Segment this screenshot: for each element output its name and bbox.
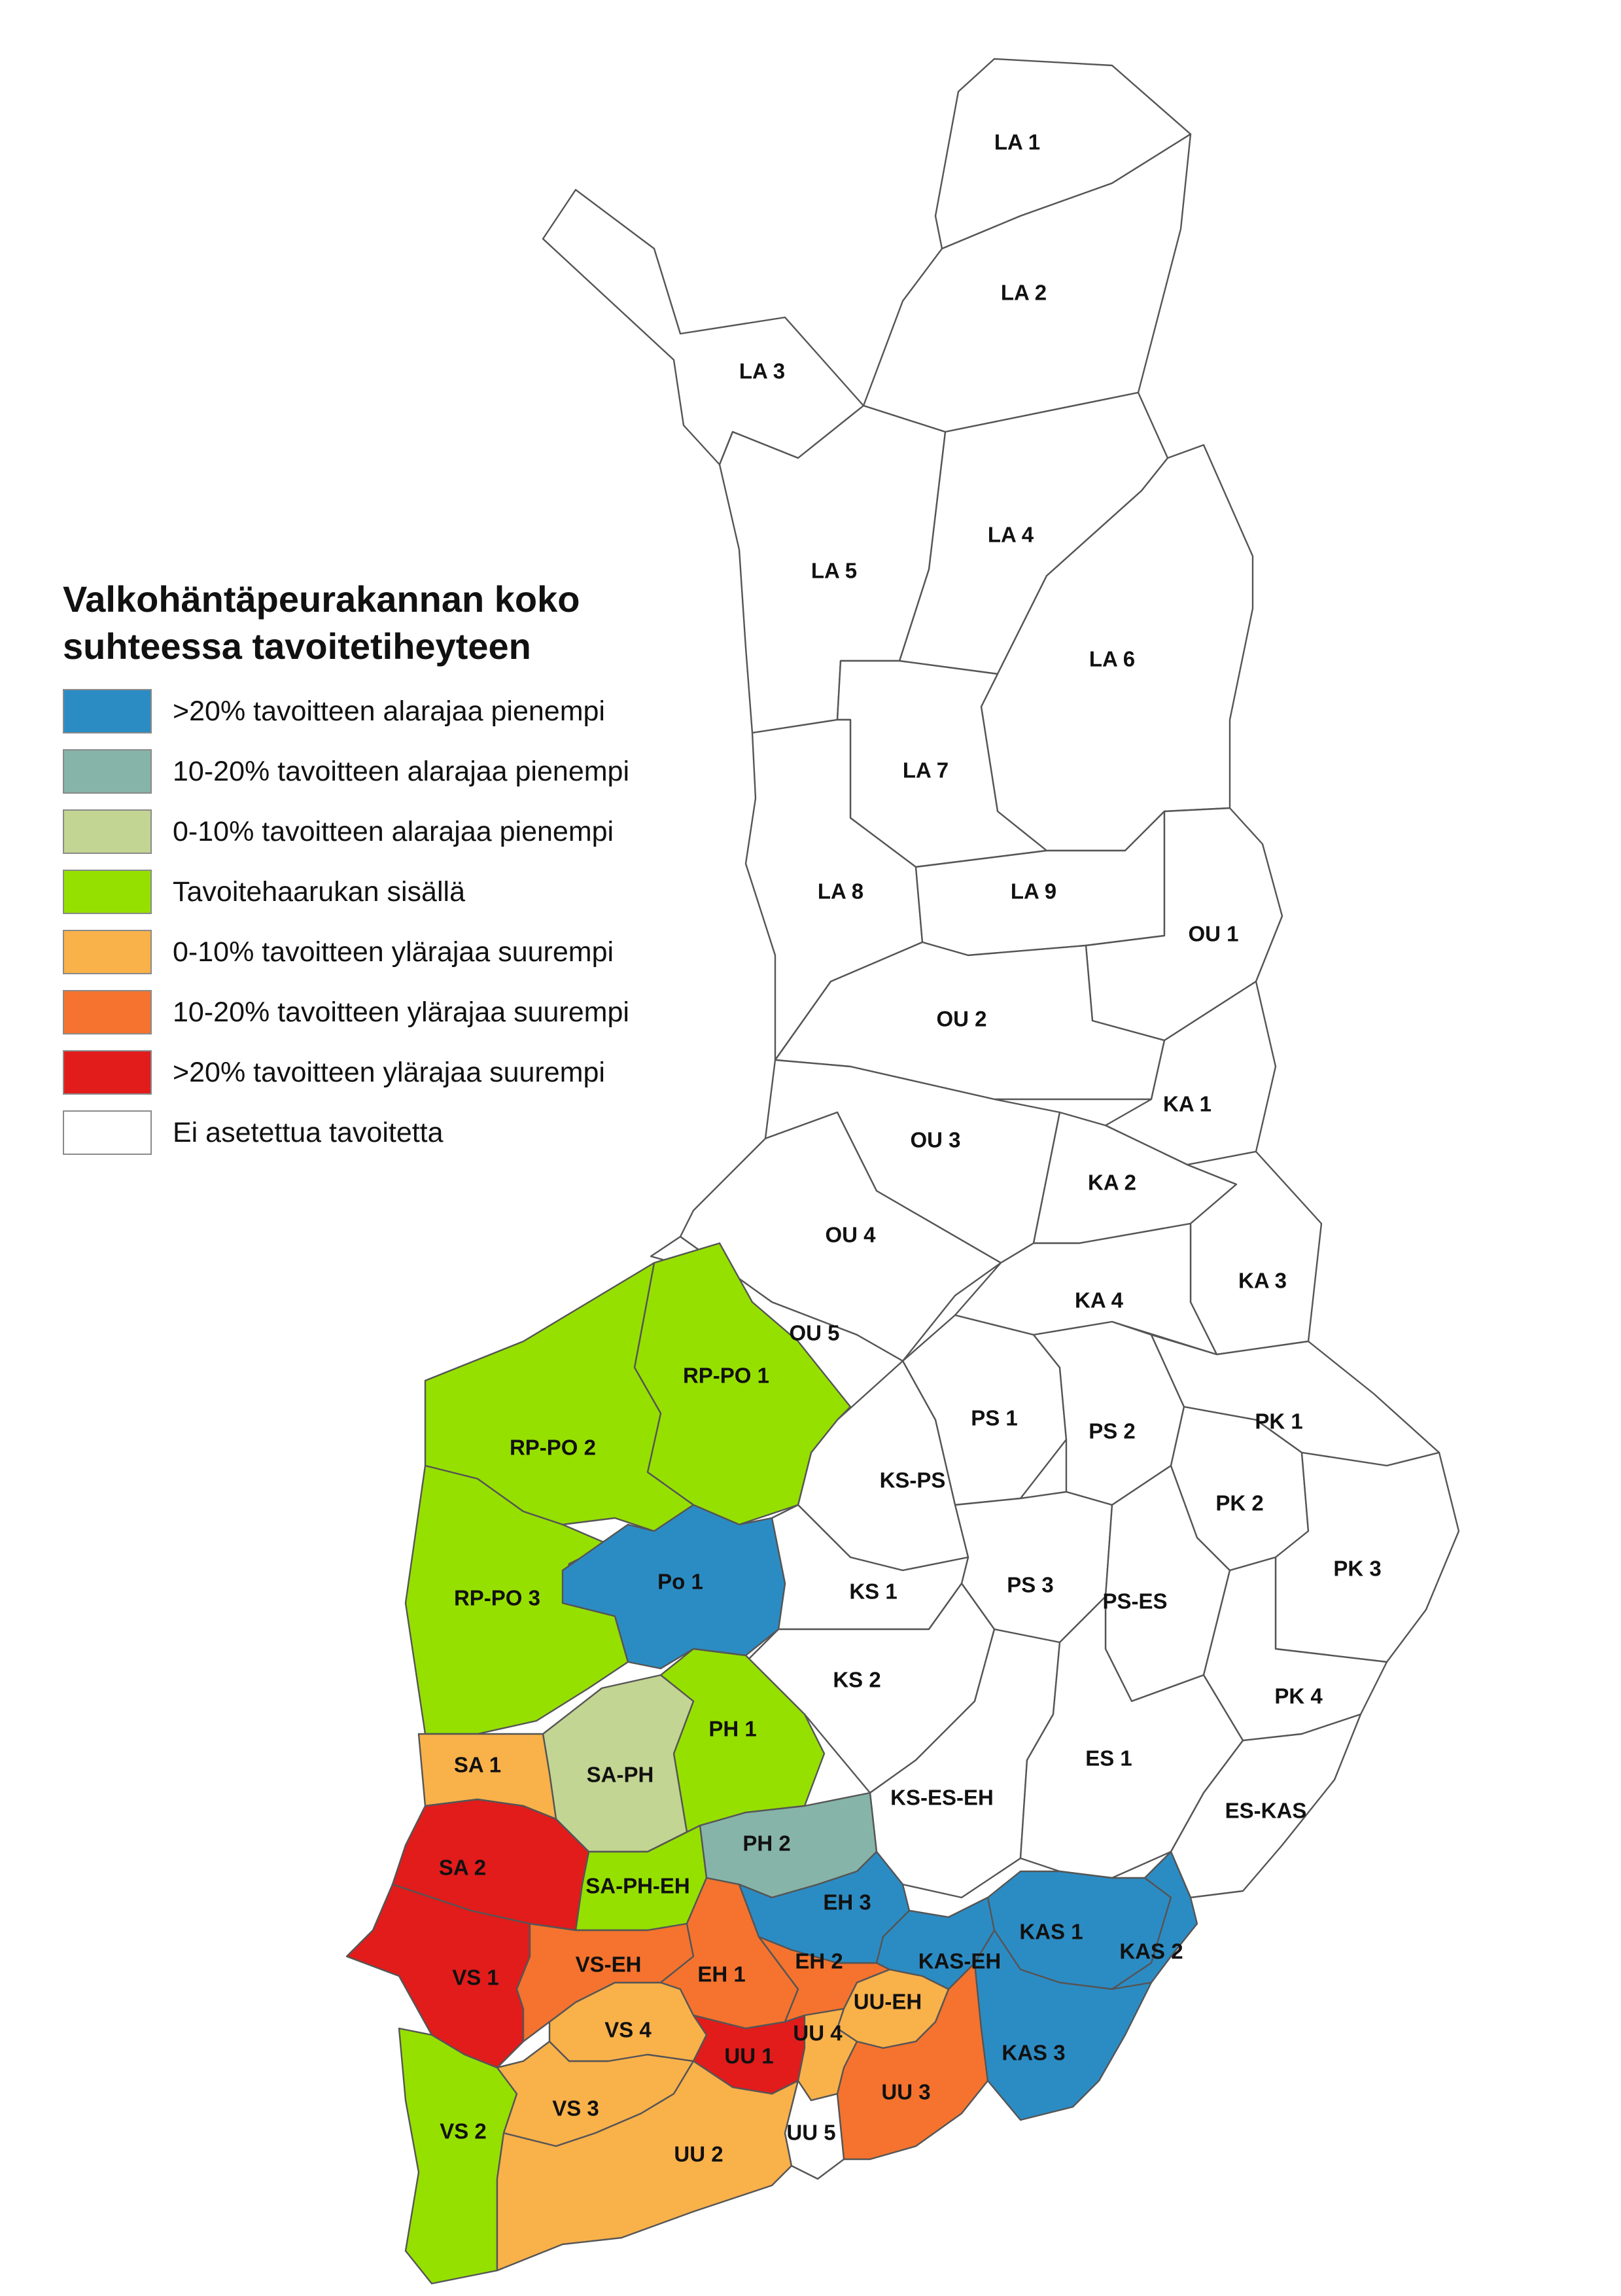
region-label-sa-2: SA 2 — [438, 1855, 487, 1880]
region-label-uu-5: UU 5 — [786, 2120, 836, 2145]
region-label-pk-1: PK 1 — [1255, 1409, 1303, 1434]
region-label-po-1: Po 1 — [657, 1569, 703, 1594]
region-label-la-2: LA 2 — [1000, 280, 1047, 305]
region-label-vs-3: VS 3 — [552, 2096, 599, 2121]
legend-item-lightorange — [63, 929, 717, 975]
region-label-ka-3: KA 3 — [1238, 1268, 1287, 1293]
region-label-pk-4: PK 4 — [1274, 1684, 1323, 1708]
legend-label: Ei asetettua tavoitetta — [173, 1116, 444, 1148]
legend-item-blue — [63, 688, 717, 734]
legend-label: 0-10% tavoitteen alarajaa pienempi — [173, 815, 614, 847]
legend-swatch — [63, 689, 152, 733]
region-label-eh-3: EH 3 — [823, 1890, 871, 1915]
region-label-ph-2: PH 2 — [742, 1831, 791, 1856]
region-label-kas-3: KAS 3 — [1002, 2040, 1066, 2065]
region-label-kas-1: KAS 1 — [1019, 1919, 1083, 1944]
region-label-ks-1: KS 1 — [849, 1579, 898, 1604]
legend-item-pale — [63, 809, 717, 855]
region-label-ps-es: PS-ES — [1102, 1589, 1168, 1614]
region-la-3 — [543, 190, 863, 465]
legend-swatch — [63, 990, 152, 1034]
region-label-vs-2: VS 2 — [440, 2119, 487, 2144]
legend-item-none — [63, 1110, 717, 1156]
region-label-la-7: LA 7 — [902, 758, 949, 783]
region-label-es-kas: ES-KAS — [1225, 1798, 1307, 1823]
region-label-uu-3: UU 3 — [881, 2079, 931, 2104]
region-label-rp-po-2: RP-PO 2 — [509, 1435, 597, 1460]
legend-label: 10-20% tavoitteen alarajaa pienempi — [173, 755, 630, 787]
region-label-sa-ph: SA-PH — [586, 1762, 654, 1787]
region-label-la-4: LA 4 — [987, 522, 1034, 547]
legend-title — [63, 576, 717, 670]
region-label-uu-2: UU 2 — [674, 2142, 723, 2166]
region-label-sa-1: SA 1 — [453, 1752, 502, 1777]
legend-swatch — [63, 809, 152, 854]
region-label-ou-1: OU 1 — [1188, 921, 1239, 946]
region-label-vs-eh: VS-EH — [575, 1952, 642, 1977]
region-label-ps-3: PS 3 — [1007, 1572, 1054, 1597]
region-label-pk-2: PK 2 — [1215, 1491, 1264, 1515]
region-label-ks-2: KS 2 — [833, 1667, 881, 1692]
region-label-eh-2: EH 2 — [795, 1949, 843, 1973]
region-label-ps-2: PS 2 — [1089, 1419, 1136, 1443]
region-label-la-9: LA 9 — [1010, 879, 1057, 904]
legend-item-red — [63, 1050, 717, 1095]
region-label-ka-1: KA 1 — [1163, 1091, 1211, 1116]
region-label-la-3: LA 3 — [739, 359, 786, 383]
region-label-la-6: LA 6 — [1089, 646, 1136, 671]
legend-title-line1: Valkohäntäpeurakannan koko — [63, 578, 580, 620]
legend-swatch — [63, 1050, 152, 1095]
legend — [63, 576, 717, 1170]
region-label-rp-po-3: RP-PO 3 — [453, 1585, 541, 1610]
legend-label: 10-20% tavoitteen ylärajaa suurempi — [173, 996, 629, 1028]
region-label-kas-2: KAS 2 — [1119, 1939, 1183, 1964]
region-label-la-8: LA 8 — [817, 879, 864, 904]
region-label-ou-3: OU 3 — [910, 1127, 961, 1152]
legend-swatch — [63, 1110, 152, 1155]
region-label-eh-1: EH 1 — [697, 1962, 746, 1987]
legend-item-green — [63, 869, 717, 915]
region-label-ph-1: PH 1 — [708, 1716, 757, 1741]
legend-swatch — [63, 930, 152, 974]
region-label-kas-eh: KAS-EH — [918, 1949, 1002, 1973]
region-label-ou-2: OU 2 — [936, 1006, 987, 1031]
region-label-rp-po-1: RP-PO 1 — [682, 1363, 770, 1388]
legend-swatch — [63, 870, 152, 914]
region-label-uu-1: UU 1 — [724, 2043, 774, 2068]
region-label-uu-eh: UU-EH — [853, 1989, 922, 2014]
region-label-ka-2: KA 2 — [1088, 1170, 1136, 1195]
region-label-uu-4: UU 4 — [793, 2021, 843, 2045]
legend-item-teal — [63, 749, 717, 794]
legend-label: 0-10% tavoitteen ylärajaa suurempi — [173, 936, 614, 968]
region-label-es-1: ES 1 — [1085, 1746, 1132, 1771]
region-label-ks-ps: KS-PS — [879, 1468, 946, 1492]
legend-swatch — [63, 749, 152, 794]
region-label-pk-3: PK 3 — [1333, 1556, 1382, 1581]
region-label-ps-1: PS 1 — [971, 1405, 1018, 1430]
legend-label: Tavoitehaarukan sisällä — [173, 875, 465, 908]
legend-label: >20% tavoitteen alarajaa pienempi — [173, 695, 605, 727]
legend-label: >20% tavoitteen ylärajaa suurempi — [173, 1056, 605, 1088]
region-label-sa-ph-eh: SA-PH-EH — [585, 1873, 690, 1898]
region-label-vs-4: VS 4 — [604, 2017, 652, 2042]
region-label-la-1: LA 1 — [994, 130, 1041, 154]
region-label-ou-4: OU 4 — [825, 1222, 876, 1247]
region-label-ou-5: OU 5 — [789, 1320, 840, 1345]
region-label-ks-es-eh: KS-ES-EH — [890, 1785, 994, 1810]
region-label-vs-1: VS 1 — [452, 1965, 499, 1990]
legend-title-line2: suhteessa tavoitetiheyteen — [63, 626, 531, 667]
regions-layer — [347, 59, 1459, 2284]
legend-item-orange — [63, 989, 717, 1035]
region-label-ka-4: KA 4 — [1075, 1288, 1123, 1313]
region-label-la-5: LA 5 — [811, 558, 858, 583]
